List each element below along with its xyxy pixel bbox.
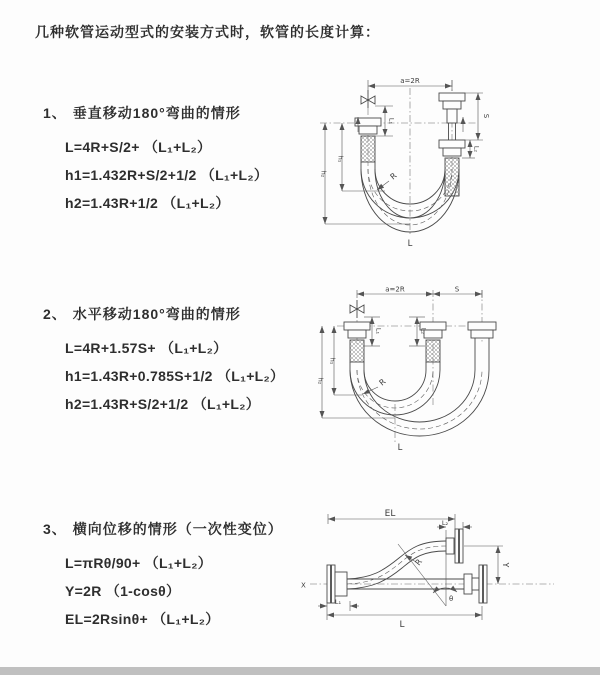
- section-2-formulas: [65, 334, 284, 418]
- section-1-index: 1、: [43, 105, 67, 121]
- dim-label-r: R: [413, 557, 425, 568]
- section-3-heading: [43, 519, 283, 539]
- right-fitting-shifted: [468, 322, 496, 338]
- diagram-1-vertical-180-bend: [315, 74, 590, 254]
- dim-label-theta: θ: [449, 595, 454, 603]
- section-2-heading-text: 水平移动180°弯曲的情形: [72, 306, 241, 322]
- formula-y: Y=2R （1-cosθ）: [65, 583, 181, 599]
- section-3-index: 3、: [43, 521, 67, 537]
- dim-label-a2r: a=2R: [385, 286, 405, 294]
- dim-label-l1: L₁: [374, 327, 383, 335]
- centerlines: [337, 290, 497, 444]
- diagram-3-lateral-displacement: [298, 508, 598, 640]
- hose-arcs: [350, 338, 489, 436]
- formula-h1: h1=1.432R+S/2+1/2 （L₁+L₂）: [65, 167, 269, 183]
- dim-label-h2: h₂: [316, 377, 325, 385]
- section-3: [43, 519, 283, 633]
- section-3-heading-text: 横向位移的情形（一次性变位）: [72, 521, 283, 537]
- dim-label-l: L: [399, 620, 405, 630]
- formula-h1: h1=1.43R+0.785S+1/2 （L₁+L₂）: [65, 368, 285, 384]
- dimension-lines: [317, 286, 483, 453]
- section-3-formulas: [65, 549, 283, 633]
- dim-label-r: R: [388, 171, 399, 182]
- diagram-3-svg: [298, 508, 598, 640]
- dim-label-h2: h₂: [319, 170, 328, 178]
- dim-label-r: R: [377, 377, 388, 388]
- dim-label-l: L: [407, 239, 413, 249]
- diagram-2-svg: [312, 286, 600, 458]
- dim-label-h1: h₁: [336, 155, 345, 163]
- dim-label-y: Y: [501, 562, 510, 568]
- formula-l: L=πRθ/90+ （L₁+L₂）: [65, 555, 213, 571]
- dim-label-l2: L₂: [472, 145, 481, 153]
- dim-label-l: L: [397, 443, 403, 453]
- section-2: [43, 304, 284, 418]
- dim-label-l2: L₂: [441, 519, 449, 527]
- formula-h2: h2=1.43R+1/2 （L₁+L₂）: [65, 195, 230, 211]
- dim-label-s: S: [482, 113, 490, 119]
- section-1-formulas: [65, 133, 268, 217]
- formula-el: EL=2Rsinθ+ （L₁+L₂）: [65, 611, 220, 627]
- formula-h2: h2=1.43R+S/2+1/2 （L₁+L₂）: [65, 396, 261, 412]
- diagram-1-svg: [315, 74, 590, 254]
- dim-label-l1: L₁: [387, 117, 396, 125]
- section-2-heading: [43, 304, 284, 324]
- dim-label-s: S: [454, 286, 460, 294]
- diagram-2-horizontal-180-bend: [312, 286, 600, 458]
- page-title: 几种软管运动型式的安装方式时，软管的长度计算：: [35, 24, 380, 40]
- curved-hose-position: [347, 529, 463, 589]
- left-fitting: [344, 322, 370, 362]
- left-fitting: [355, 118, 381, 162]
- section-1: [43, 103, 268, 217]
- formula-l: L=4R+S/2+ （L₁+L₂）: [65, 139, 212, 155]
- dim-label-l1: L₁: [334, 598, 342, 606]
- valve-icon: [350, 300, 364, 318]
- dimension-lines: [320, 77, 491, 249]
- centerline-mark-x: X: [301, 581, 306, 590]
- dim-label-l2: L₂: [419, 327, 428, 335]
- section-1-heading-text: 垂直移动180°弯曲的情形: [72, 105, 241, 121]
- dim-label-a2r: a=2R: [400, 77, 420, 85]
- section-1-heading: [43, 103, 268, 123]
- dim-label-h1: h₁: [328, 357, 337, 365]
- formula-l: L=4R+1.57S+ （L₁+L₂）: [65, 340, 228, 356]
- right-fitting-upper: [439, 93, 465, 140]
- section-2-index: 2、: [43, 306, 67, 322]
- dim-label-el: EL: [384, 509, 396, 519]
- scan-edge-band: [0, 667, 600, 675]
